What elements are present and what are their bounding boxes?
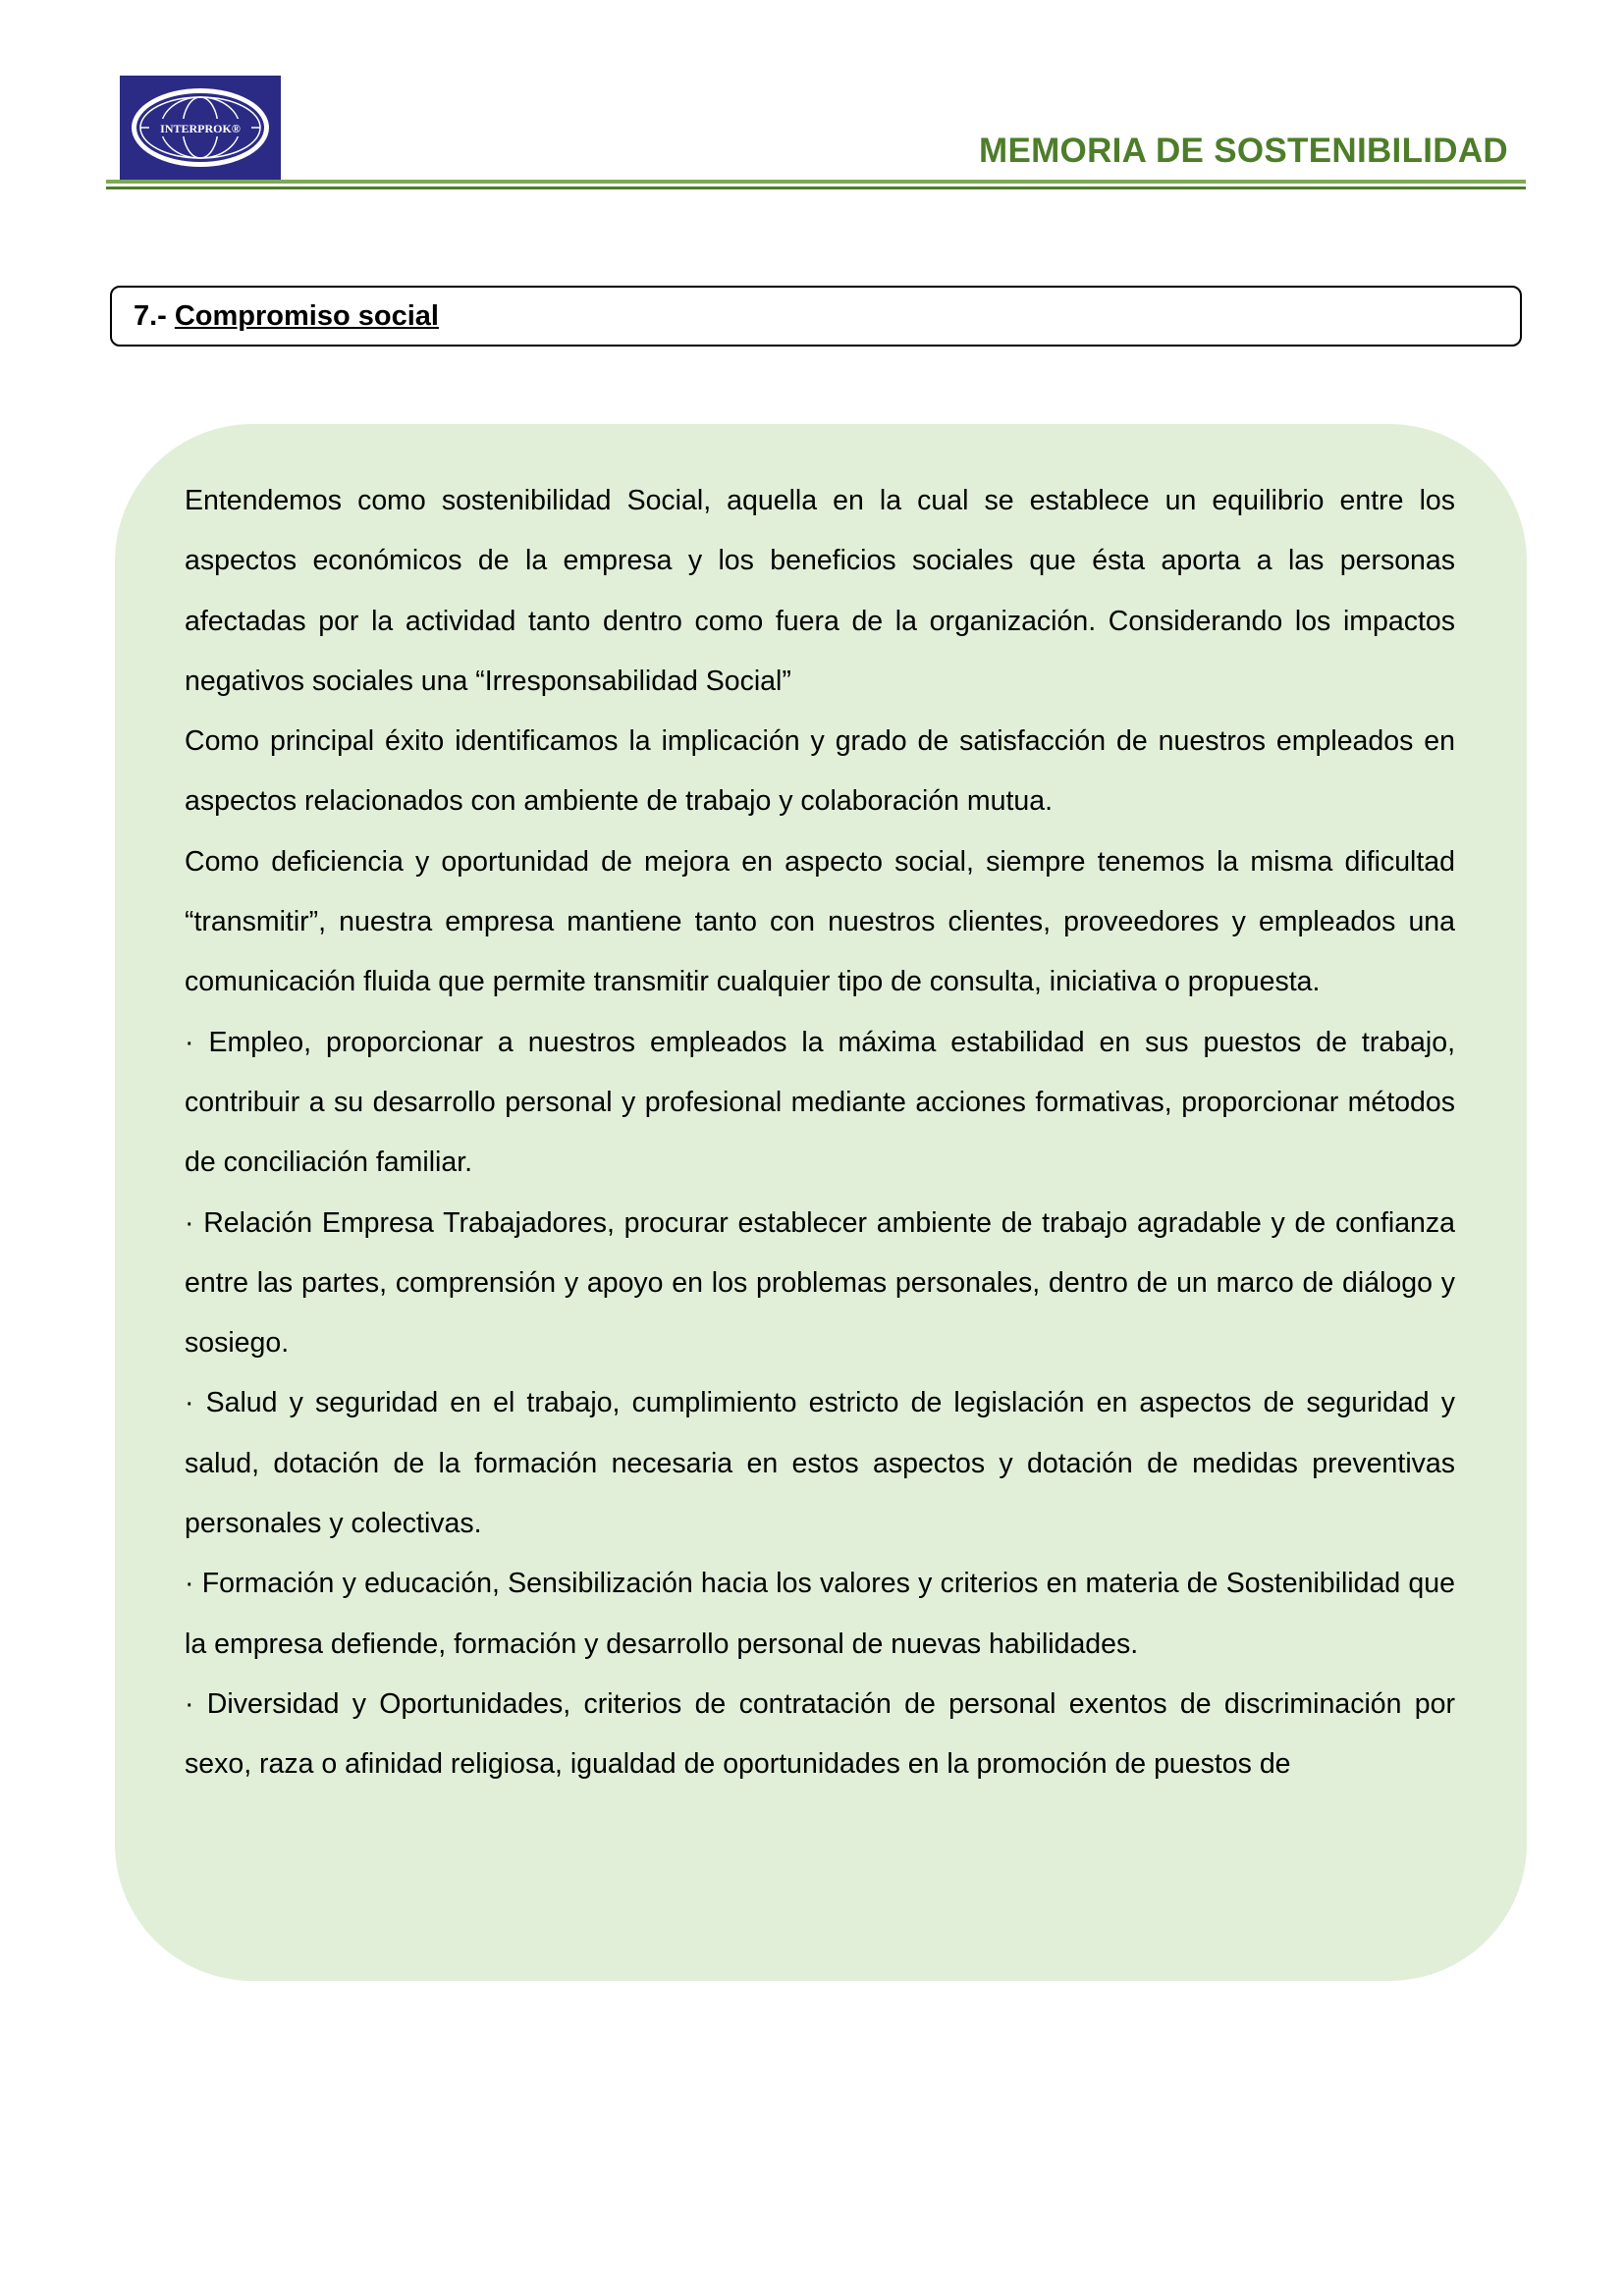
header-divider — [106, 180, 1526, 184]
paragraph: · Formación y educación, Sensibilización hacia los valores y criterios en materia de Sostenibilidad que la empresa defiende, formación y desarrollo personal de nuevas habilidades. — [185, 1568, 1455, 1660]
paragraph: Como deficiencia y oportunidad de mejora en aspecto social, siempre tenemos la misma dificultad “transmitir”, nuestra empresa mantiene tanto con nuestros clientes, proveedores y empleados una comunicación fluida que permite transmitir cualquier tipo de consulta, iniciativa o propuesta. — [185, 845, 1455, 998]
paragraph: · Empleo, proporcionar a nuestros empleados la máxima estabilidad en sus puestos de trabajo, contribuir a su desarrollo personal y profesional mediante acciones formativas, proporcionar métodos de conciliación familiar. — [185, 1026, 1455, 1179]
header-divider-secondary — [106, 187, 1526, 189]
section-title: Compromiso social — [174, 299, 439, 332]
document-title: MEMORIA DE SOSTENIBILIDAD — [979, 132, 1508, 170]
section-heading — [110, 286, 1522, 347]
svg-text:INTERPROK®: INTERPROK® — [160, 122, 241, 135]
section-number: 7.- — [134, 299, 167, 332]
body-text — [185, 471, 1455, 1795]
paragraph: · Relación Empresa Trabajadores, procurar establecer ambiente de trabajo agradable y de confianza entre las partes, comprensión y apoyo en los problemas personales, dentro de un marco de diálogo y sosiego. — [185, 1206, 1455, 1360]
paragraph: Entendemos como sostenibilidad Social, aquella en la cual se establece un equilibrio entre los aspectos económicos de la empresa y los beneficios sociales que ésta aporta a las personas afectadas por la actividad tanto dentro como fuera de la organización. Considerando los impactos negativos sociales una “Irresponsabilidad Social” — [185, 485, 1455, 697]
paragraph: · Diversidad y Oportunidades, criterios de contratación de personal exentos de discriminación por sexo, raza o afinidad religiosa, igualdad de oportunidades en la promoción de puestos de — [185, 1687, 1455, 1781]
paragraph: Como principal éxito identificamos la implicación y grado de satisfacción de nuestros empleados en aspectos relacionados con ambiente de trabajo y colaboración mutua. — [185, 725, 1455, 818]
paragraph: · Salud y seguridad en el trabajo, cumplimiento estricto de legislación en aspectos de seguridad y salud, dotación de la formación necesaria en estos aspectos y dotación de medidas preventivas personales y colectivas. — [185, 1387, 1455, 1540]
company-logo — [120, 76, 281, 180]
